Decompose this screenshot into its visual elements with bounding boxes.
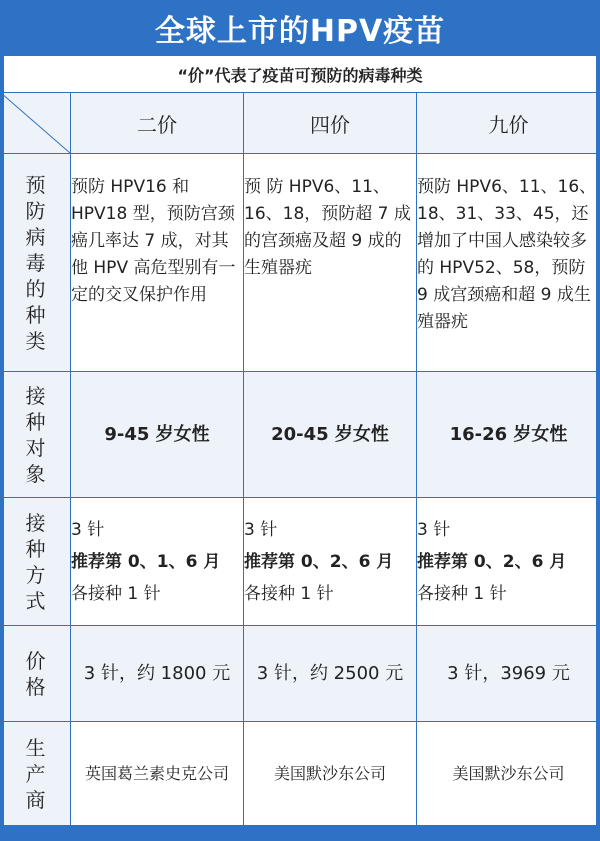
- target-cell-nonavalent: 16-26 岁女性: [417, 372, 600, 498]
- price-cell-bivalent: 3 针，约 1800 元: [71, 626, 244, 722]
- row-method: [1, 498, 600, 626]
- target-cell-bivalent: 9-45 岁女性: [71, 372, 244, 498]
- corner-cell: [1, 93, 71, 154]
- row-price: [1, 626, 600, 722]
- method-cell-bivalent: 3 针 推荐第 0、1、6 月 各接种 1 针: [71, 498, 244, 626]
- price-cell-quadrivalent: 3 针，约 2500 元: [244, 626, 417, 722]
- right-border: [596, 92, 600, 825]
- row-maker: [1, 722, 600, 826]
- header-row: [1, 93, 600, 154]
- col-header-quadrivalent: 四价: [244, 93, 417, 154]
- maker-cell-bivalent: 英国葛兰素史克公司: [71, 722, 244, 826]
- prevent-cell-quadrivalent: 预 防 HPV6、11、16、18，预防超 7 成的宫颈癌及超 9 成的生殖器疣: [244, 154, 417, 372]
- price-cell-nonavalent: 3 针，3969 元: [417, 626, 600, 722]
- maker-cell-nonavalent: 美国默沙东公司: [417, 722, 600, 826]
- col-header-bivalent: 二价: [71, 93, 244, 154]
- page-subtitle: “价”代表了疫苗可预防的病毒种类: [0, 56, 600, 92]
- row-target: [1, 372, 600, 498]
- left-border: [0, 92, 4, 825]
- maker-cell-quadrivalent: 美国默沙东公司: [244, 722, 417, 826]
- method-cell-nonavalent: 3 针 推荐第 0、2、6 月 各接种 1 针: [417, 498, 600, 626]
- diagonal-line: [1, 93, 70, 153]
- comparison-table: [0, 92, 600, 826]
- row-label-method: 接 种 方 式: [1, 498, 71, 626]
- prevent-cell-nonavalent: 预防 HPV6、11、16、18、31、33、45，还增加了中国人感染较多的 HPV52、58，预防 9 成宫颈癌和超 9 成生殖器疣: [417, 154, 600, 372]
- row-label-maker: 生 产 商: [1, 722, 71, 826]
- col-header-nonavalent: 九价: [417, 93, 600, 154]
- target-cell-quadrivalent: 20-45 岁女性: [244, 372, 417, 498]
- method-cell-quadrivalent: 3 针 推荐第 0、2、6 月 各接种 1 针: [244, 498, 417, 626]
- row-label-target: 接 种 对 象: [1, 372, 71, 498]
- row-label-prevent: 预 防 病 毒 的 种 类: [1, 154, 71, 372]
- row-label-price: 价 格: [1, 626, 71, 722]
- row-prevent: [1, 154, 600, 372]
- bottom-bar: [0, 825, 600, 841]
- page-title: 全球上市的HPV疫苗: [0, 0, 600, 56]
- prevent-cell-bivalent: 预防 HPV16 和 HPV18 型，预防宫颈癌几率达 7 成，对其他 HPV 高危型别有一定的交叉保护作用: [71, 154, 244, 372]
